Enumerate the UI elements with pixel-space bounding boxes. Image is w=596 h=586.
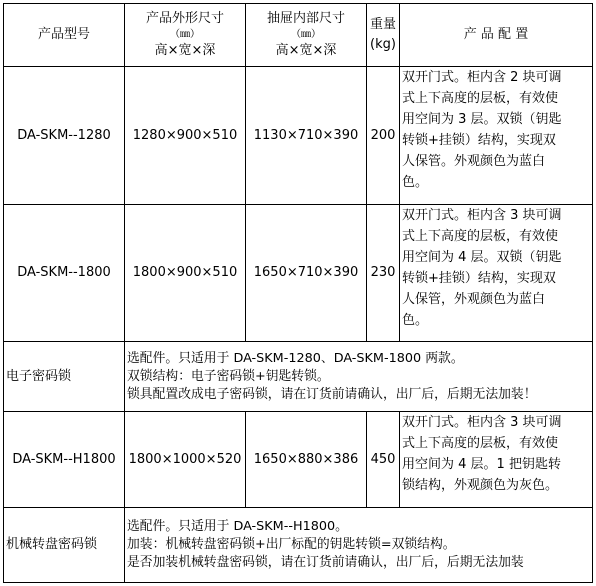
weight-cell: 200 — [367, 67, 400, 205]
option-notes — [125, 342, 593, 412]
product-row-1280 — [4, 67, 593, 205]
header-weight-unit: (kg) — [370, 37, 396, 52]
header-inner-size — [246, 4, 367, 67]
header-weight — [367, 4, 400, 67]
config-line: 式上下高度的层板，有效使 — [402, 436, 559, 451]
config-line: 式上下高度的层板，有效使 — [402, 229, 559, 244]
config-cell — [400, 412, 593, 508]
config-line: 用空间为 4 层。双锁（钥匙 — [402, 250, 562, 265]
product-row-1800 — [4, 205, 593, 342]
header-outer-unit: （㎜） — [170, 29, 200, 40]
option-note-line: 双锁结构：电子密码锁+钥匙转锁。 — [127, 368, 330, 384]
option-note-line: 是否加装机械转盘密码锁，请在订货前请确认，出厂后，后期无法加装 — [127, 555, 524, 570]
product-row-h1800 — [4, 412, 593, 508]
config-line: 转锁+挂锁）结构，实现双 — [402, 133, 556, 148]
config-line: 人保管，外观颜色为蓝白 — [402, 292, 546, 307]
option-label: 电子密码锁 — [4, 342, 125, 412]
config-line: 双开门式。柜内含 2 块可调 — [402, 70, 562, 85]
product-spec-table — [3, 3, 593, 583]
inner-size-cell: 1650×880×386 — [246, 412, 367, 508]
header-inner-dims: 高×宽×深 — [275, 43, 337, 58]
inner-size-cell: 1130×710×390 — [246, 67, 367, 205]
model-cell: DA-SKM--1280 — [4, 67, 125, 205]
option-note-line: 锁具配置改成电子密码锁，请在订货前请确认，出厂后，后期无法加装！ — [127, 386, 537, 402]
config-line: 双开门式。柜内含 3 块可调 — [402, 415, 562, 430]
config-cell — [400, 205, 593, 342]
option-row-mechanical-lock — [4, 508, 593, 583]
header-outer-size — [125, 4, 246, 67]
model-cell: DA-SKM--H1800 — [4, 412, 125, 508]
header-inner-unit: （㎜） — [291, 29, 321, 40]
header-weight-title: 重量 — [369, 17, 396, 32]
option-row-electronic-lock — [4, 342, 593, 412]
inner-size-cell: 1650×710×390 — [246, 205, 367, 342]
config-line: 色。 — [402, 175, 429, 190]
config-line: 转锁+挂锁）结构，实现双 — [402, 271, 556, 286]
config-line: 用空间为 4 层。1 把钥匙转 — [402, 457, 561, 472]
outer-size-cell: 1800×1000×520 — [125, 412, 246, 508]
config-line: 人保管。外观颜色为蓝白 — [402, 154, 546, 169]
option-notes — [125, 508, 593, 583]
option-note-line: 选配件。只适用于 DA-SKM--H1800。 — [127, 519, 348, 534]
weight-cell: 230 — [367, 205, 400, 342]
outer-size-cell: 1280×900×510 — [125, 67, 246, 205]
header-model: 产品型号 — [4, 4, 125, 67]
header-inner-title: 抽屉内部尺寸 — [266, 11, 345, 26]
option-note-line: 加装：机械转盘密码锁+出厂标配的钥匙转锁=双锁结构。 — [127, 537, 456, 552]
config-line: 锁结构，外观颜色为灰色。 — [402, 478, 559, 493]
weight-cell: 450 — [367, 412, 400, 508]
header-config: 产 品 配 置 — [400, 4, 593, 67]
option-note-line: 选配件。只适用于 DA-SKM-1280、DA-SKM-1800 两款。 — [127, 350, 464, 366]
outer-size-cell: 1800×900×510 — [125, 205, 246, 342]
option-label: 机械转盘密码锁 — [4, 508, 125, 583]
config-line: 用空间为 3 层。双锁（钥匙 — [402, 112, 562, 127]
config-cell — [400, 67, 593, 205]
header-outer-title: 产品外形尺寸 — [145, 11, 224, 26]
header-row — [4, 4, 593, 67]
config-line: 色。 — [402, 313, 429, 328]
model-cell: DA-SKM--1800 — [4, 205, 125, 342]
config-line: 式上下高度的层板，有效使 — [402, 91, 559, 106]
config-line: 双开门式。柜内含 3 块可调 — [402, 208, 562, 223]
header-outer-dims: 高×宽×深 — [154, 43, 216, 58]
